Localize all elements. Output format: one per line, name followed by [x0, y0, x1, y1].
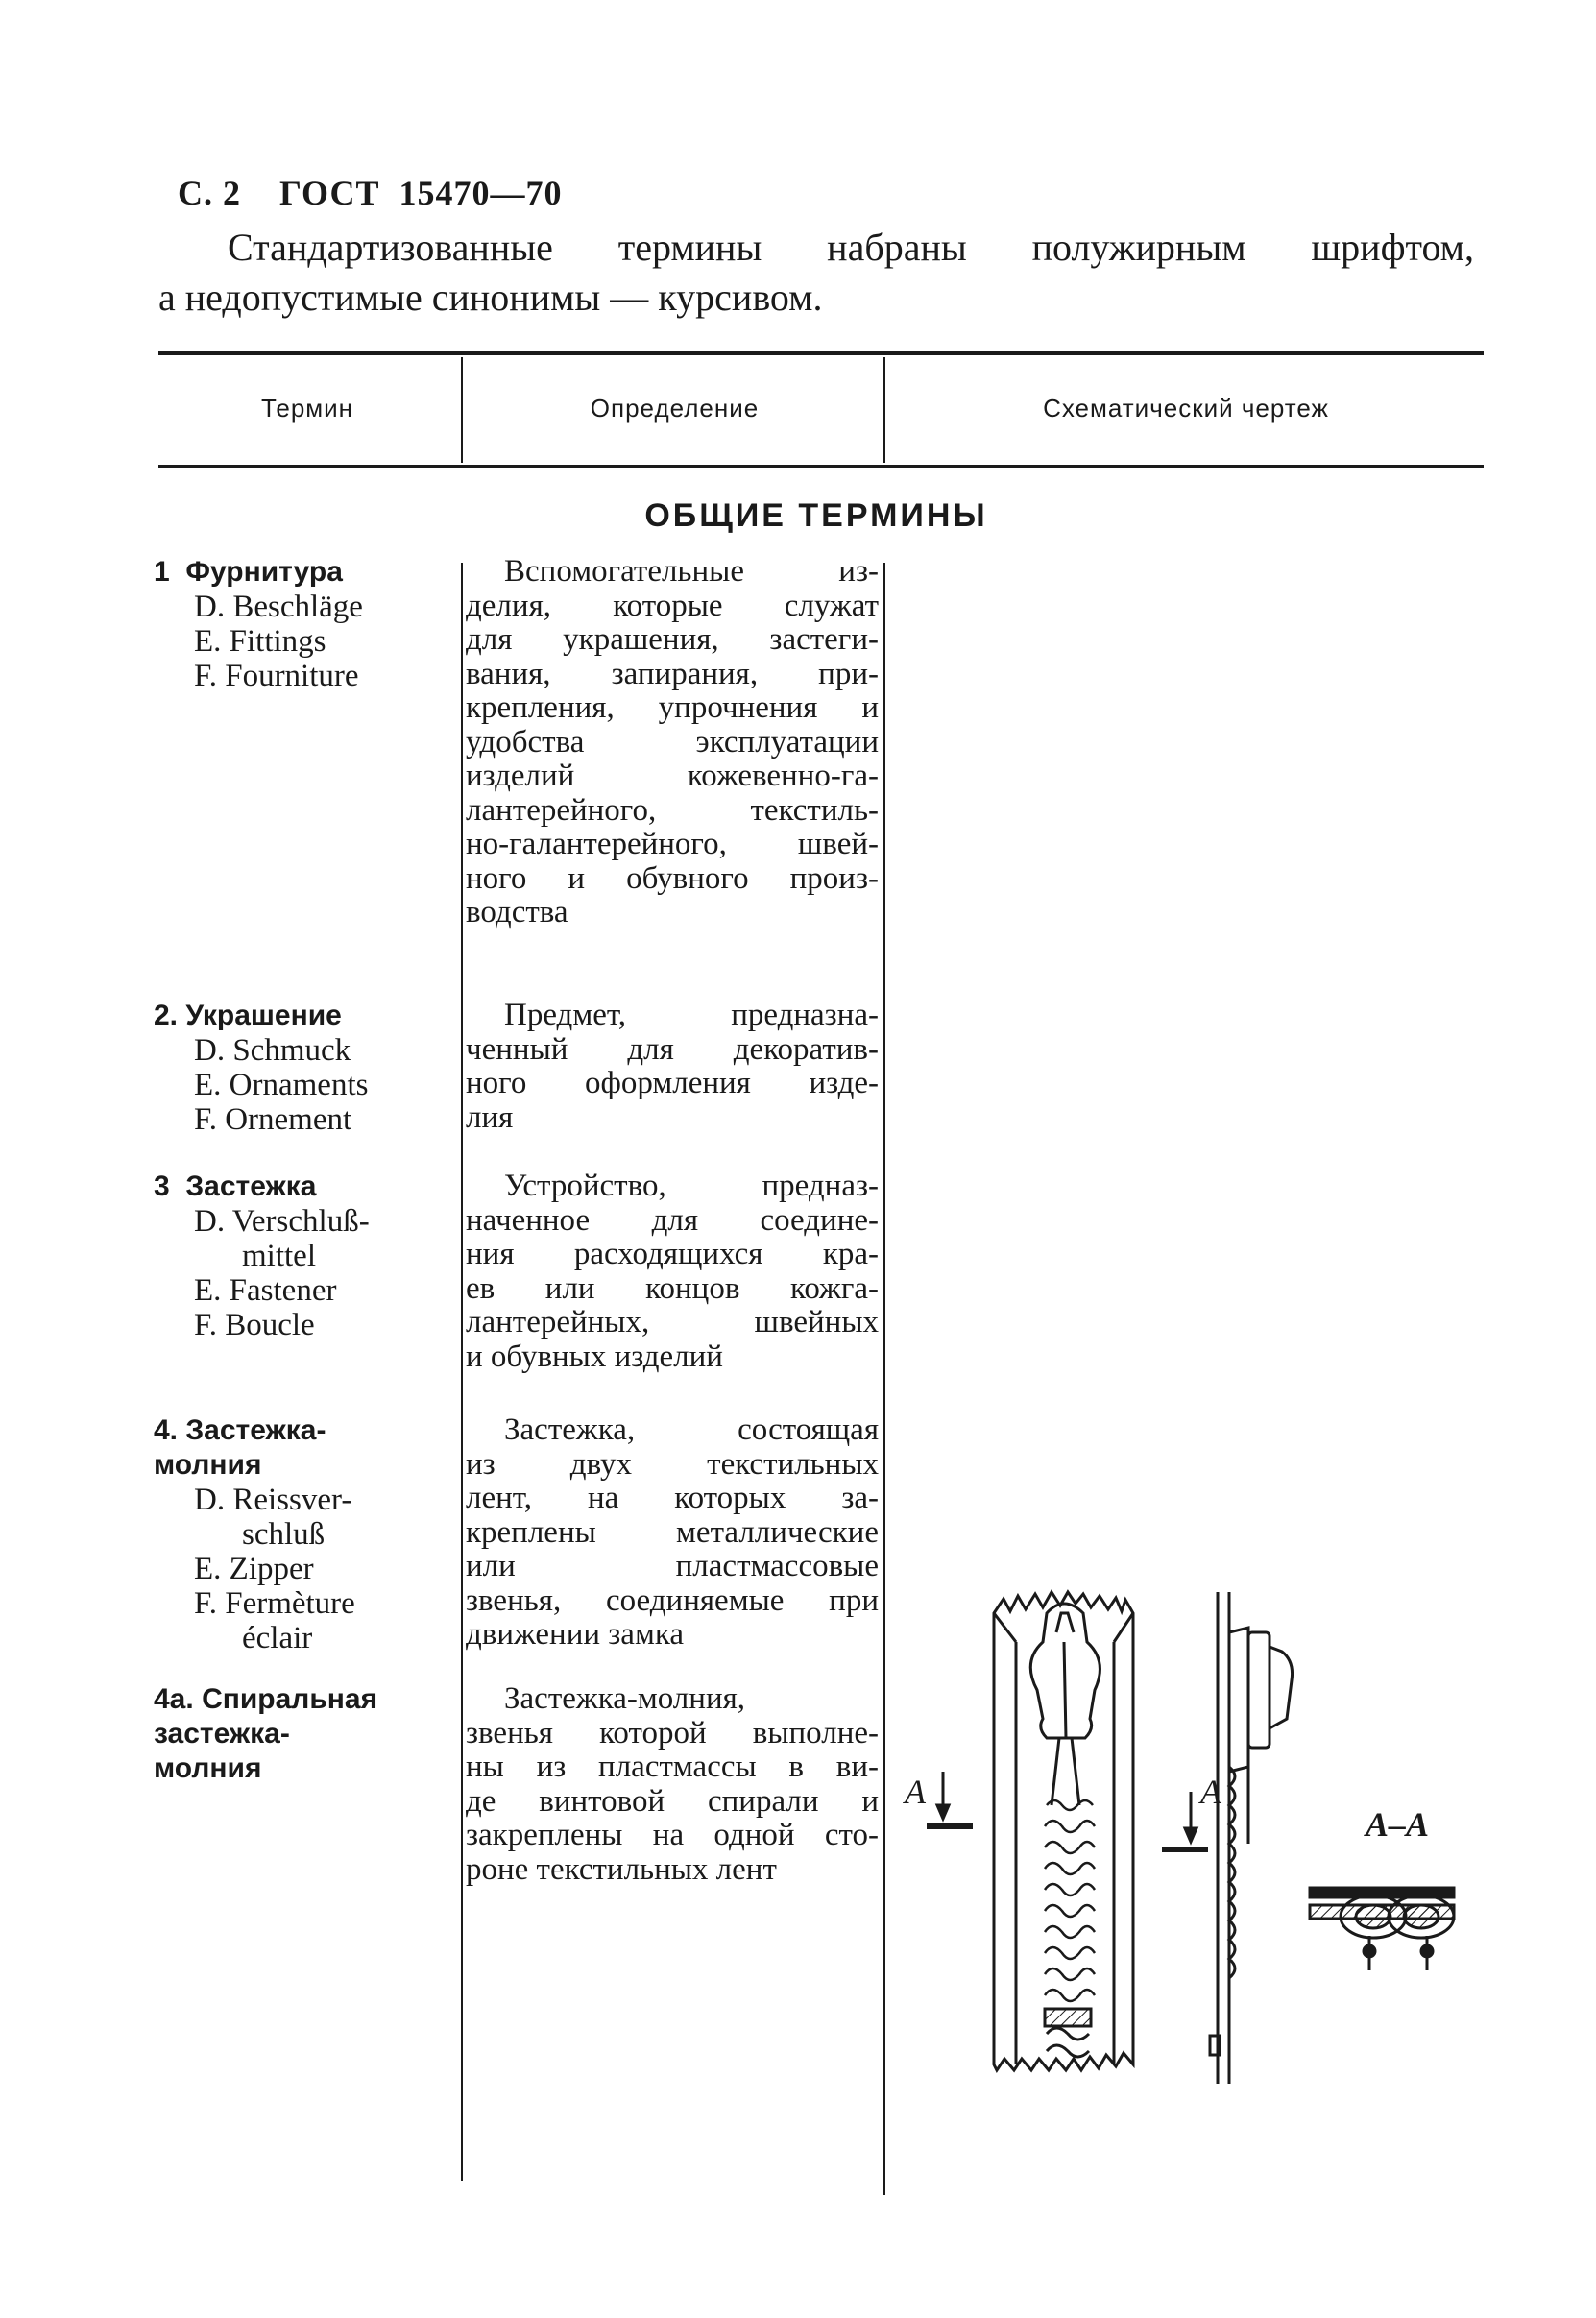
definition-line: Устройство, предназ-: [504, 1170, 879, 1203]
definition-line: движении замка: [466, 1618, 685, 1652]
intro-paragraph: [158, 223, 1474, 323]
translation-de-cont: mittel: [242, 1239, 316, 1273]
table-top-rule: [158, 351, 1484, 355]
definition-3: [466, 1170, 879, 1374]
translation-fr: F. Ornement: [194, 1102, 352, 1137]
translation-en: E. Ornaments: [194, 1068, 369, 1102]
translation-fr: F. Boucle: [194, 1308, 315, 1342]
definition-line: ного и обувного произ-: [466, 861, 879, 896]
definition-line: удобства эксплуатации: [466, 725, 879, 760]
intro-line-1: Стандартизованные термины набраны полужирным шрифтом,: [228, 226, 1474, 269]
definition-2: [466, 999, 879, 1135]
definition-4: [466, 1413, 879, 1653]
term-name: Украшение: [185, 1000, 342, 1031]
translation-fr: F. Fourniture: [194, 659, 359, 693]
definition-line: крепления, упрочнения и: [466, 691, 879, 725]
definition-line: Застежка, состоящая: [504, 1413, 879, 1447]
term-entry-4a: [154, 1682, 442, 1786]
section-title: ОБЩИЕ ТЕРМИНЫ: [644, 497, 988, 534]
term-number: 3: [154, 1171, 170, 1202]
translation-fr: F. Fermèture: [194, 1586, 355, 1621]
term-name-cont: молния: [154, 1449, 262, 1481]
definition-line: Вспомогательные из-: [504, 555, 879, 589]
column-divider-body-2: [883, 563, 885, 2195]
definition-line: или пластмассовые: [466, 1550, 879, 1583]
definition-line: лент, на которых за-: [466, 1482, 879, 1515]
term-name: Застежка: [185, 1171, 317, 1202]
definition-line: ного оформления изде-: [466, 1067, 879, 1100]
definition-line: Предмет, предназна-: [504, 999, 879, 1032]
definition-line: роне текстильных лент: [466, 1852, 777, 1887]
definition-line: делия, которые служат: [466, 589, 879, 623]
column-header-term: Термин: [260, 394, 354, 423]
definition-line: наченное для соедине-: [466, 1203, 879, 1238]
definition-line: ев или концов кожга-: [466, 1271, 879, 1306]
definition-line: изделий кожевенно-га-: [466, 760, 879, 793]
term-number: 1: [154, 556, 170, 588]
translation-en: E. Zipper: [194, 1552, 314, 1586]
term-entry-2: [154, 999, 442, 1137]
standard-number: 15470—70: [399, 174, 563, 212]
term-number: 2.: [154, 1000, 179, 1031]
definition-line: вания, запирания, при-: [466, 657, 879, 691]
definition-line: лантерейного, текстиль-: [466, 793, 879, 828]
definition-line: креплены металлические: [466, 1515, 879, 1550]
column-divider-header-1: [461, 357, 463, 463]
translation-fr-cont: éclair: [242, 1621, 313, 1655]
definition-line: из двух текстильных: [466, 1447, 879, 1482]
standard-label: ГОСТ: [279, 174, 380, 212]
section-label-a-left: А: [905, 1773, 926, 1811]
term-name-cont: молния: [154, 1752, 262, 1784]
translation-de: D. Reissver-: [194, 1483, 352, 1517]
definition-line: и обувных изделий: [466, 1340, 723, 1374]
column-divider-body-1: [461, 563, 463, 2181]
translation-en: E. Fastener: [194, 1273, 337, 1308]
definition-line: ния расходящихся кра-: [466, 1238, 879, 1271]
page-header: [158, 133, 562, 213]
term-entry-1: [154, 555, 442, 693]
zipper-side-view: [1210, 1592, 1293, 2084]
definition-line: лантерейных, швейных: [466, 1306, 879, 1340]
term-name-cont: застежка-: [154, 1718, 290, 1750]
definition-line: водства: [466, 896, 568, 930]
term-name: Спиральная: [202, 1683, 378, 1715]
definition-line: для украшения, застеги-: [466, 623, 879, 657]
term-name: Фурнитура: [185, 556, 343, 588]
definition-line: ченный для декоратив-: [466, 1032, 879, 1067]
page-number: С. 2: [178, 174, 241, 212]
column-header-definition: Определение: [590, 394, 760, 423]
intro-line-2: а недопустимые синонимы — курсивом.: [158, 276, 823, 319]
term-number: 4.: [154, 1414, 179, 1446]
section-label-a-mid: А: [1200, 1773, 1221, 1811]
zipper-front-view: [994, 1592, 1133, 2070]
column-divider-header-2: [883, 357, 885, 463]
definition-line: звенья, соединяемые при: [466, 1583, 879, 1618]
section-label-a-a: А–А: [1366, 1805, 1430, 1844]
translation-en: E. Fittings: [194, 624, 326, 659]
translation-de: D. Schmuck: [194, 1033, 351, 1068]
definition-line: звенья которой выполне-: [466, 1716, 879, 1751]
definition-line: ны из пластмассы в ви-: [466, 1751, 879, 1784]
zipper-cross-section: [1310, 1888, 1454, 1970]
definition-line: де винтовой спирали и: [466, 1784, 879, 1819]
column-header-drawing: Схематический чертеж: [1043, 394, 1329, 423]
definition-4a: [466, 1682, 879, 1887]
term-entry-4: [154, 1413, 442, 1655]
definition-line: закреплены на одной сто-: [466, 1819, 879, 1852]
translation-de: D. Beschläge: [194, 590, 363, 624]
definition-line: но-галантерейного, швей-: [466, 828, 879, 861]
translation-de-cont: schluß: [242, 1517, 326, 1552]
definition-line: Застежка-молния,: [504, 1682, 746, 1716]
term-name: Застежка-: [185, 1414, 326, 1446]
definition-1: [466, 555, 879, 930]
term-entry-3: [154, 1170, 442, 1342]
definition-line: лия: [466, 1100, 514, 1135]
section-marker-left: [927, 1772, 973, 1826]
zipper-schematic-drawing: [903, 1575, 1517, 2113]
translation-de: D. Verschluß-: [194, 1204, 370, 1239]
term-number: 4а.: [154, 1683, 194, 1715]
table-header-bottom-rule: [158, 465, 1484, 468]
